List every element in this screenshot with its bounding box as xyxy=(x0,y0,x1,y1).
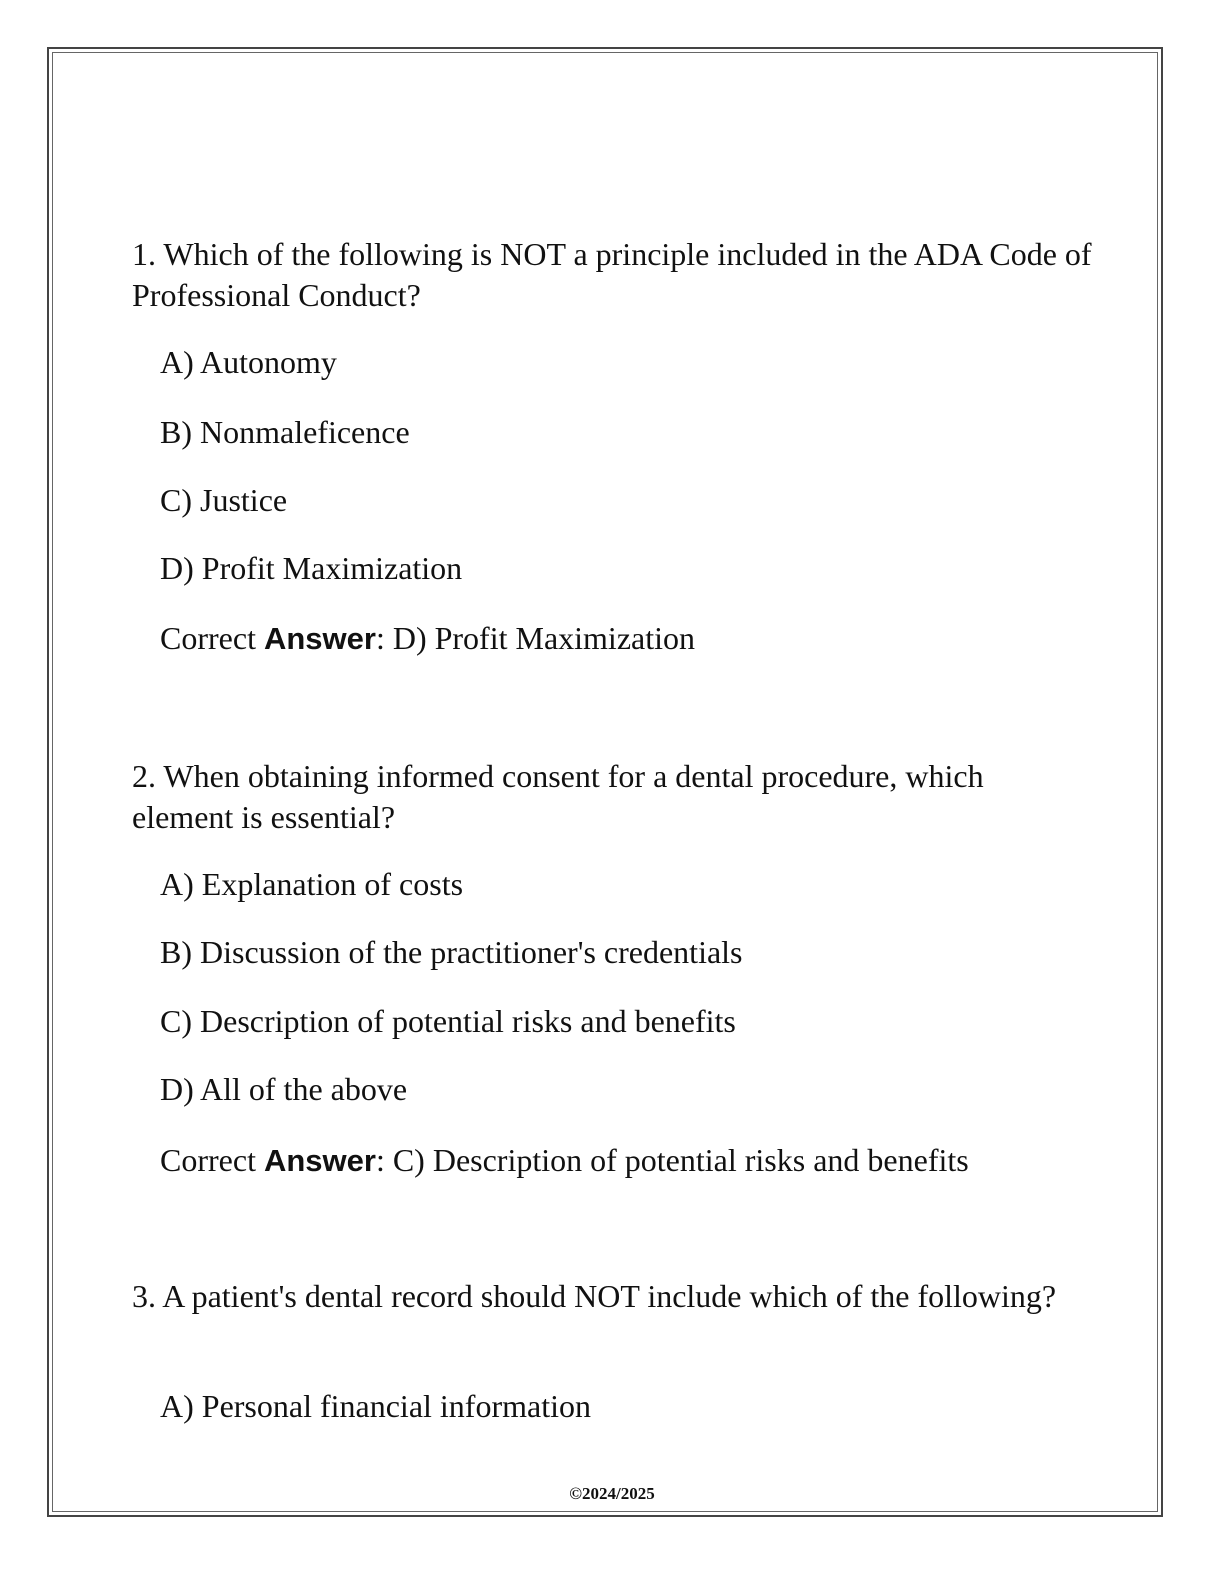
answer-value: : D) Profit Maximization xyxy=(375,620,695,656)
answer-prefix: Correct xyxy=(160,1142,264,1178)
question-1-text: 1. Which of the following is NOT a principle included in the ADA Code of Professional Conduct? xyxy=(132,236,1092,313)
question-2-option-d: D) All of the above xyxy=(160,1071,408,1107)
question-2-option-b: B) Discussion of the practitioner's credentials xyxy=(160,934,743,970)
question-2-correct-answer xyxy=(160,1140,969,1181)
question-1-option-d: D) Profit Maximization xyxy=(160,550,463,586)
answer-word: Answer xyxy=(263,621,376,656)
question-1-option-b: B) Nonmaleficence xyxy=(160,414,410,450)
question-2-option-a: A) Explanation of costs xyxy=(160,866,464,902)
question-1-correct-answer xyxy=(160,618,695,659)
question-2-text: 2. When obtaining informed consent for a dental procedure, which element is essential? xyxy=(132,758,984,835)
copyright-footer: ©2024/2025 xyxy=(569,1484,655,1503)
answer-prefix: Correct xyxy=(160,620,264,656)
answer-value: : C) Description of potential risks and benefits xyxy=(375,1142,969,1178)
question-2-option-c: C) Description of potential risks and benefits xyxy=(160,1003,736,1039)
question-3-option-a: A) Personal financial information xyxy=(160,1388,591,1424)
answer-word: Answer xyxy=(263,1143,376,1178)
question-3 xyxy=(132,1276,1092,1436)
question-3-text: 3. A patient's dental record should NOT include which of the following? xyxy=(132,1278,1057,1314)
question-1-option-a: A) Autonomy xyxy=(160,344,337,380)
question-1-option-c: C) Justice xyxy=(160,482,288,518)
question-2 xyxy=(132,756,1092,1196)
question-1 xyxy=(132,234,1092,674)
